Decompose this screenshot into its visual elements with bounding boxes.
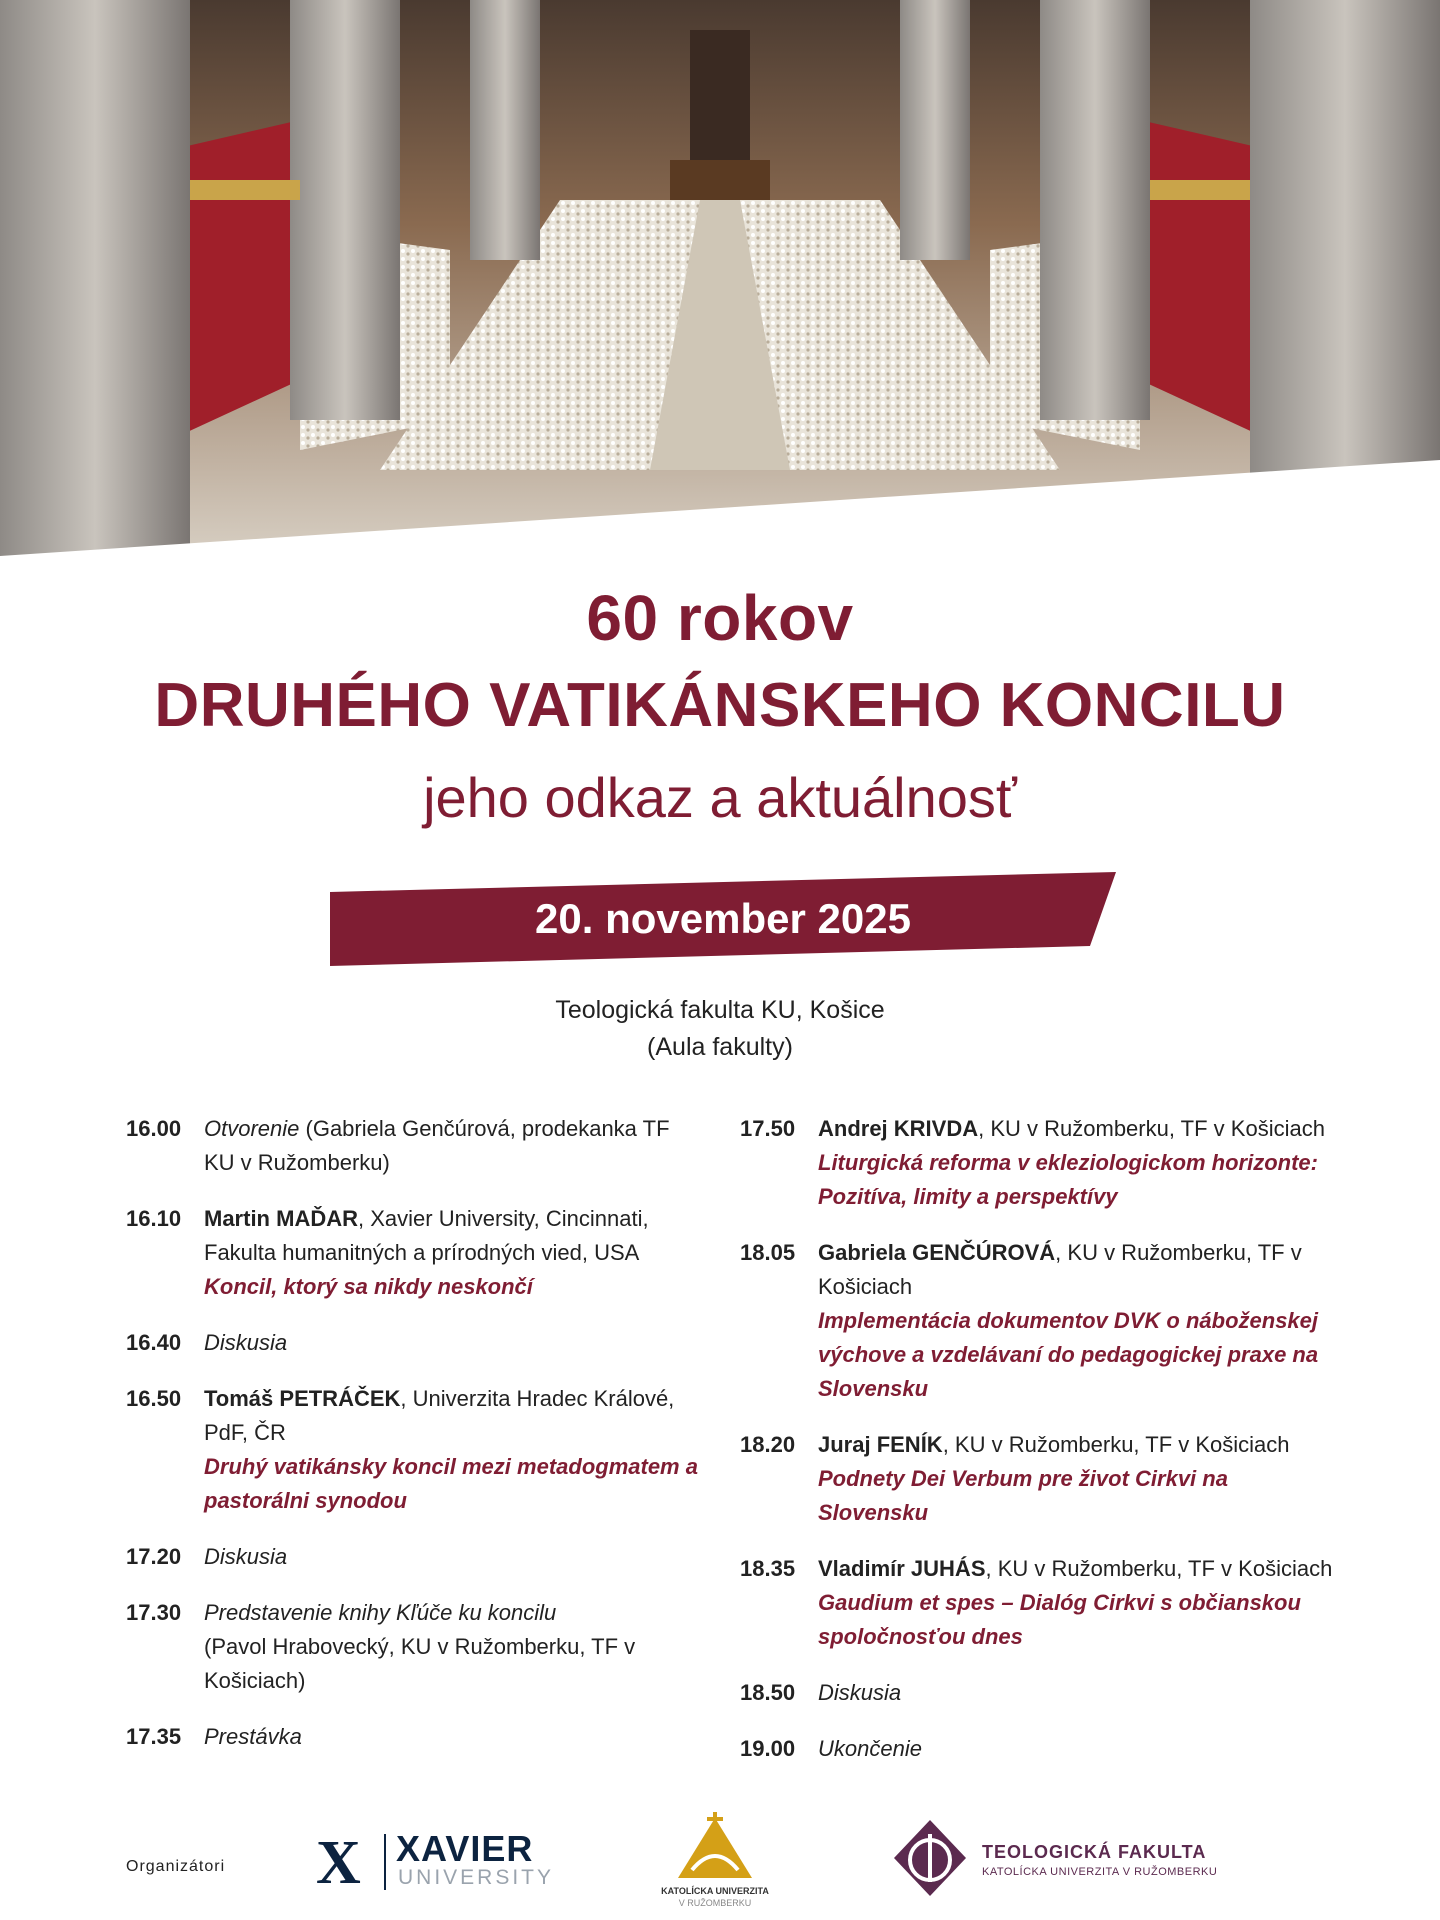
program-left-column (126, 1112, 706, 1776)
program-item (126, 1326, 706, 1360)
tf-name-line2: KATOLÍCKA UNIVERZITA V RUŽOMBERKU (982, 1866, 1218, 1878)
venue-name: Teologická fakulta KU, Košice (555, 996, 885, 1024)
speaker-name: Martin MAĎAR (204, 1206, 358, 1231)
ku-name-line1: KATOLÍCKA UNIVERZITA (661, 1886, 769, 1896)
item-time: 18.50 (740, 1680, 796, 1705)
title-main: DRUHÉHO VATIKÁNSKEHO KONCILU (154, 671, 1286, 740)
program-item (740, 1112, 1340, 1214)
talk-title: Implementácia dokumentov DVK o náboženskej výchove a vzdelávaní do pedagogickej praxe na Slovensku (818, 1308, 1319, 1401)
item-label: Prestávka (204, 1724, 302, 1749)
venue (0, 992, 1440, 1066)
program-item (740, 1676, 1340, 1710)
item-time: 19.00 (740, 1736, 796, 1761)
program-item (126, 1382, 706, 1518)
program-item (126, 1112, 706, 1180)
hero-photo (0, 0, 1440, 560)
item-time: 16.10 (126, 1206, 182, 1231)
speaker-affiliation: , Xavier University, Cincinnati, Fakulta humanitných a prírodných vied, USA (204, 1206, 649, 1265)
item-body (818, 1552, 1340, 1654)
talk-title: Druhý vatikánsky koncil mezi metadogmatem a pastorálni synodou (204, 1454, 698, 1513)
xavier-x-mark: X (316, 1829, 361, 1897)
talk-title: Podnety Dei Verbum pre život Cirkvi na Slovensku (818, 1466, 1228, 1525)
item-body (818, 1112, 1340, 1214)
item-time: 18.35 (740, 1556, 796, 1581)
speaker-name: Gabriela GENČÚROVÁ (818, 1240, 1056, 1265)
item-body (204, 1596, 706, 1698)
item-time: 17.20 (126, 1544, 182, 1569)
item-body (204, 1202, 706, 1304)
tf-ku-logo (890, 1818, 1270, 1902)
xavier-name: XAVIER (396, 1828, 534, 1869)
xavier-divider (384, 1834, 386, 1890)
item-label: Ukončenie (818, 1736, 922, 1761)
event-date: 20. november 2025 (535, 895, 911, 942)
venue-room: (Aula fakulty) (647, 1033, 793, 1061)
program-item (126, 1202, 706, 1304)
item-time: 16.00 (126, 1116, 182, 1141)
speaker-name: Juraj FENÍK (818, 1432, 943, 1457)
program-item (126, 1720, 706, 1754)
item-time: 16.40 (126, 1330, 182, 1355)
xavier-sub: UNIVERSITY (398, 1866, 555, 1889)
item-label: Diskusia (204, 1544, 288, 1569)
organizers-footer (0, 1800, 1440, 1920)
item-time: 16.50 (126, 1386, 182, 1411)
program-item (740, 1428, 1340, 1530)
speaker-affiliation: , KU v Ružomberku, TF v Košiciach (985, 1556, 1333, 1581)
speaker-affiliation: , Univerzita Hradec Králové, PdF, ČR (204, 1386, 675, 1445)
program-item (740, 1732, 1340, 1766)
item-label: Diskusia (204, 1330, 288, 1355)
item-body (204, 1382, 706, 1518)
tf-name-line1: TEOLOGICKÁ FAKULTA (982, 1842, 1207, 1862)
item-time: 17.50 (740, 1116, 796, 1141)
item-time: 18.05 (740, 1240, 796, 1265)
speaker-affiliation: , KU v Ružomberku, TF v Košiciach (942, 1432, 1290, 1457)
item-label: Diskusia (818, 1680, 902, 1705)
item-label: Predstavenie knihy Kľúče ku koncilu (204, 1600, 557, 1625)
ku-name-line2: V RUŽOMBERKU (678, 1898, 752, 1908)
title-subtitle: jeho odkaz a aktuálnosť (423, 766, 1017, 829)
item-time: 17.30 (126, 1600, 182, 1625)
date-banner (330, 872, 1116, 966)
organizers-label: Organizátori (126, 1858, 226, 1875)
item-body (818, 1428, 1340, 1530)
speaker-name: Andrej KRIVDA (818, 1116, 979, 1141)
xavier-university-logo (288, 1824, 588, 1904)
talk-title: Gaudium et spes – Dialóg Cirkvi s občianskou spoločnosťou dnes (818, 1590, 1301, 1649)
tf-emblem-icon (890, 1818, 970, 1898)
program-item (126, 1596, 706, 1698)
title-block (0, 580, 1440, 840)
ku-ruzomberok-logo (640, 1812, 790, 1920)
item-note: (Gabriela Genčúrová, prodekanka TF KU v Ružomberku) (204, 1116, 670, 1175)
speaker-name: Tomáš PETRÁČEK (204, 1386, 401, 1411)
program-item (740, 1552, 1340, 1654)
item-note: (Pavol Hrabovecký, KU v Ružomberku, TF v Košiciach) (204, 1634, 636, 1693)
talk-title: Koncil, ktorý sa nikdy neskončí (204, 1274, 533, 1299)
program-item (740, 1236, 1340, 1406)
title-years: 60 rokov (586, 582, 854, 654)
item-label: Otvorenie (204, 1116, 300, 1141)
ku-emblem-icon (640, 1812, 790, 1884)
item-body (818, 1236, 1340, 1406)
talk-title: Liturgická reforma v ekleziologickom horizonte: Pozitíva, limity a perspektívy (818, 1150, 1318, 1209)
item-time: 18.20 (740, 1432, 796, 1457)
program-right-column (740, 1112, 1340, 1788)
speaker-name: Vladimír JUHÁS (818, 1556, 986, 1581)
item-time: 17.35 (126, 1724, 182, 1749)
item-body (204, 1112, 706, 1180)
speaker-affiliation: , KU v Ružomberku, TF v Košiciach (818, 1240, 1302, 1299)
speaker-affiliation: , KU v Ružomberku, TF v Košiciach (978, 1116, 1325, 1141)
basilica-interior-image (0, 0, 1440, 560)
program-item (126, 1540, 706, 1574)
